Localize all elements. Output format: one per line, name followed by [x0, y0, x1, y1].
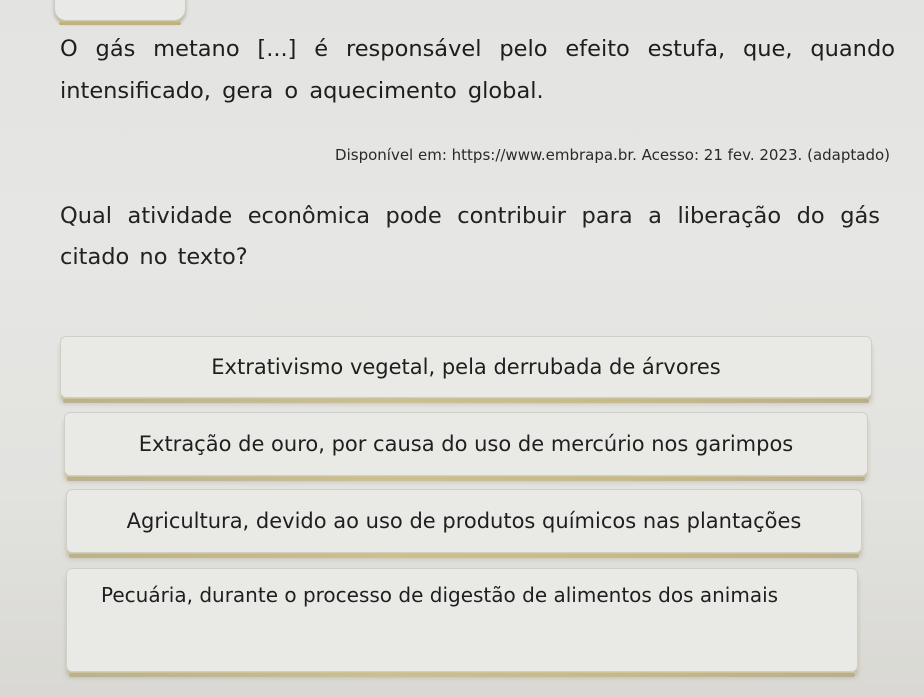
answer-option-label: Extração de ouro, por causa do uso de mercúrio nos garimpos	[138, 432, 794, 456]
previous-option-card-edge	[54, 0, 186, 21]
answer-option-c[interactable]	[66, 489, 862, 553]
answer-option-d[interactable]	[66, 568, 858, 672]
answer-option-label: Pecuária, durante o processo de digestão de alimentos dos animais	[101, 583, 779, 607]
answer-option-label: Extrativismo vegetal, pela derrubada de árvores	[211, 355, 721, 379]
question-text: Qual atividade econômica pode contribuir para a liberação do gás citado no texto?	[60, 203, 880, 270]
source-citation: Disponível em: https://www.embrapa.br. Acesso: 21 fev. 2023. (adaptado)	[335, 146, 890, 164]
answer-option-a[interactable]	[60, 336, 872, 398]
answer-option-label: Agricultura, devido ao uso de produtos químicos nas plantações	[126, 509, 802, 533]
answer-option-b[interactable]	[64, 412, 868, 476]
passage-text: O gás metano [...] é responsável pelo efeito estufa, que, quando intensificado, gera o aquecimento global.	[60, 36, 895, 104]
